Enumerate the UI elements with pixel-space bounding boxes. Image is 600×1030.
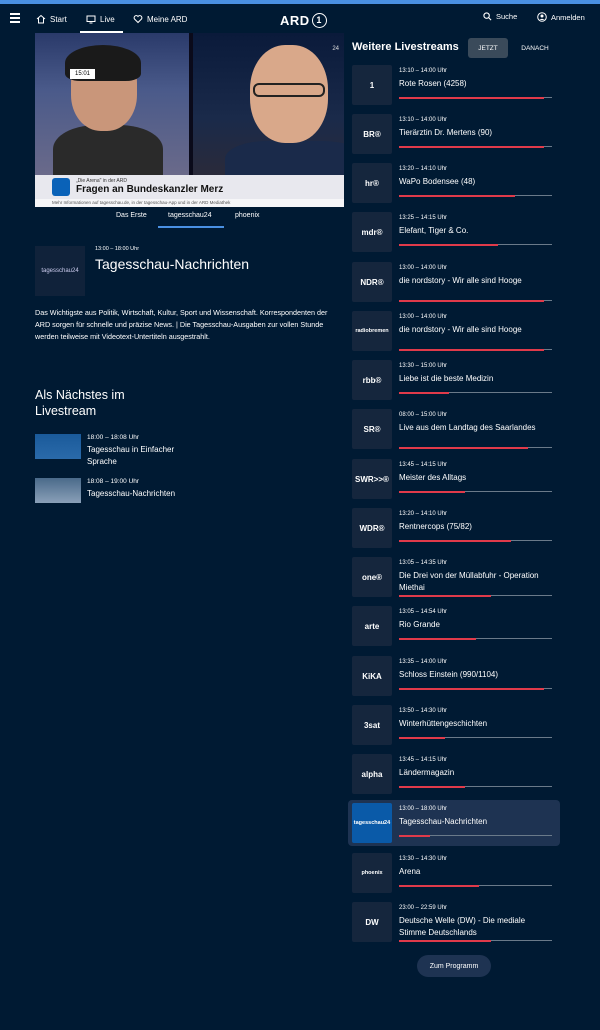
livestream-item[interactable] (348, 456, 560, 502)
tab-das-erste[interactable]: Das Erste (116, 212, 147, 219)
channel-logo (352, 902, 392, 942)
channel-logo-text: NDR® (360, 277, 384, 287)
channel-logo-text: tagesschau24 (353, 820, 391, 826)
current-logo-text: tagesschau24 (41, 268, 79, 274)
channel-logo (352, 409, 392, 449)
channel-logo (352, 754, 392, 794)
livestream-item[interactable] (348, 308, 560, 354)
next-item-title: Tagesschau-Nachrichten (87, 489, 176, 498)
progress-track (399, 835, 552, 836)
progress-track (399, 392, 552, 393)
stream-title: Arena (399, 867, 421, 876)
menu-icon[interactable] (10, 13, 20, 22)
channel-logo (352, 65, 392, 105)
channel-logo (352, 853, 392, 893)
channel-bug: 24 (332, 46, 339, 52)
progress-track (399, 688, 552, 689)
progress-fill (399, 300, 544, 302)
stream-title: Elefant, Tiger & Co. (399, 226, 469, 235)
progress-fill (399, 737, 445, 739)
stream-time: 13:30 – 15:00 Uhr (399, 363, 448, 369)
login-button[interactable] (537, 12, 585, 22)
channel-logo (352, 163, 392, 203)
livestream-item[interactable] (348, 62, 560, 108)
progress-track (399, 940, 552, 941)
home-icon (36, 14, 46, 24)
channel-logo-text: arte (364, 621, 380, 631)
channel-logo (352, 508, 392, 548)
stream-time: 13:05 – 14:54 Uhr (399, 609, 448, 615)
progress-track (399, 97, 552, 98)
progress-track (399, 786, 552, 787)
program-button[interactable]: Zum Programm (417, 955, 491, 977)
stream-title: Ländermagazin (399, 768, 455, 777)
progress-fill (399, 885, 479, 887)
tagesschau-icon (52, 178, 70, 196)
logo-one-icon: 1 (312, 13, 327, 28)
stream-title: Rio Grande (399, 620, 440, 629)
stream-time: 13:10 – 14:00 Uhr (399, 117, 448, 123)
search-button[interactable] (483, 12, 517, 21)
channel-logo-text: rbb® (362, 375, 382, 385)
livestream-item[interactable] (348, 850, 560, 896)
stream-time: 13:10 – 14:00 Uhr (399, 68, 448, 74)
stream-time: 13:00 – 18:00 Uhr (399, 806, 448, 812)
tv-icon (86, 14, 96, 24)
stream-title: Liebe ist die beste Medizin (399, 374, 494, 383)
channel-logo (352, 262, 392, 302)
now-button[interactable]: JETZT (468, 38, 508, 58)
progress-track (399, 540, 552, 541)
channel-logo-text: radiobremen (355, 328, 389, 334)
progress-track (399, 195, 552, 196)
stream-time: 13:45 – 14:15 Uhr (399, 462, 448, 468)
next-item-title: Tagesschau in Einfacher Sprache (87, 445, 175, 466)
stream-title: WaPo Bodensee (48) (399, 177, 476, 186)
progress-fill (399, 638, 476, 640)
progress-track (399, 737, 552, 738)
channel-logo (352, 114, 392, 154)
nav-live-label: Live (100, 14, 115, 24)
tab-phoenix[interactable]: phoenix (235, 212, 260, 219)
stream-title: Meister des Alltags (399, 473, 467, 482)
stream-title: Tierärztin Dr. Mertens (90) (399, 128, 493, 137)
progress-track (399, 447, 552, 448)
user-icon (537, 12, 547, 22)
ard-logo[interactable] (280, 12, 327, 28)
livestream-item[interactable] (348, 160, 560, 206)
stream-time: 13:30 – 14:30 Uhr (399, 856, 448, 862)
stream-time: 13:50 – 14:30 Uhr (399, 708, 448, 714)
progress-fill (399, 940, 491, 942)
livestream-item[interactable] (348, 899, 560, 945)
stream-title: Tagesschau-Nachrichten (399, 817, 488, 826)
stream-time: 13:25 – 14:15 Uhr (399, 215, 448, 221)
next-heading: Als Nächstes im Livestream (35, 388, 125, 418)
search-label: Suche (496, 12, 518, 21)
progress-track (399, 244, 552, 245)
nav-meine-ard[interactable] (133, 10, 187, 28)
person-right-glasses (253, 83, 325, 97)
channel-logo-text: WDR® (359, 523, 385, 533)
stream-time: 23:00 – 22:59 Uhr (399, 905, 448, 911)
nav-start-label: Start (50, 14, 67, 24)
progress-fill (399, 540, 511, 542)
livestream-item[interactable] (348, 554, 560, 600)
livestream-item[interactable] (348, 505, 560, 551)
search-icon (483, 12, 492, 21)
next-button[interactable]: DANACH (521, 44, 549, 52)
stream-time: 13:00 – 14:00 Uhr (399, 265, 448, 271)
livestream-item[interactable] (348, 259, 560, 305)
livestream-item[interactable] (348, 653, 560, 699)
heart-icon (133, 14, 143, 24)
progress-fill (399, 835, 430, 837)
livestream-item[interactable] (348, 800, 560, 846)
channel-logo (352, 803, 392, 843)
next-thumbnail (35, 434, 81, 459)
header (0, 4, 600, 32)
channel-logo (352, 656, 392, 696)
progress-fill (399, 392, 449, 394)
channel-logo (352, 311, 392, 351)
livestreams-heading: Weitere Livestreams (352, 41, 459, 53)
stream-title: Die Drei von der Müllabfuhr - Operation Miethai (399, 571, 539, 592)
channel-logo-text: phoenix (361, 870, 383, 876)
channel-logo-text: SR® (363, 424, 381, 434)
logo-text: ARD (280, 12, 310, 28)
channel-logo-text: alpha (361, 769, 383, 779)
channel-logo (352, 705, 392, 745)
livestream-item[interactable] (348, 406, 560, 452)
channel-logo (352, 557, 392, 597)
video-player[interactable] (35, 33, 344, 207)
nav-start[interactable] (36, 10, 67, 28)
active-tab-underline (158, 226, 224, 228)
stream-title: die nordstory - Wir alle sind Hooge (399, 325, 522, 334)
channel-logo (352, 360, 392, 400)
current-program-description: Das Wichtigste aus Politik, Wirtschaft, Kultur, Sport und Wissenschaft. Korrespondenten der ARD sorgen für schnelle und präzise News. | Die Tagesschau-Ausgaben zur vollen Stunde werden teilweise mit Videotext-Untertiteln ausgestrahlt. (35, 308, 328, 341)
progress-fill (399, 491, 465, 493)
stream-title: Schloss Einstein (990/1104) (399, 670, 499, 679)
livestream-item[interactable] (348, 209, 560, 255)
livestream-item[interactable] (348, 751, 560, 797)
channel-logo-text: mdr® (361, 227, 383, 237)
next-item-time: 18:08 – 19:00 Uhr (87, 478, 140, 485)
livestream-item[interactable] (348, 111, 560, 157)
progress-track (399, 595, 552, 596)
lower-third-subtitle: „Die Arena" in der ARD (76, 178, 127, 184)
channel-logo-text: hr® (365, 178, 379, 188)
channel-logo-text: one® (361, 572, 383, 582)
channel-logo-text: 3sat (363, 720, 380, 730)
progress-fill (399, 688, 544, 690)
progress-fill (399, 97, 544, 99)
stream-time: 13:05 – 14:35 Uhr (399, 560, 448, 566)
livestream-item[interactable] (348, 357, 560, 403)
channel-logo-text: BR® (363, 129, 381, 139)
stream-title: die nordstory - Wir alle sind Hooge (399, 276, 522, 285)
current-program-logo (35, 246, 85, 296)
progress-track (399, 638, 552, 639)
progress-fill (399, 447, 528, 449)
current-program-title: Tagesschau-Nachrichten (95, 256, 250, 272)
nav-live[interactable] (86, 10, 115, 28)
lower-third-footer: Mehr Informationen auf tagesschau.de, in der tagesschau-App und in der ARD Mediathek (35, 199, 344, 207)
stream-time: 08:00 – 15:00 Uhr (399, 412, 448, 418)
stream-time: 13:20 – 14:10 Uhr (399, 511, 448, 517)
progress-fill (399, 244, 498, 246)
progress-track (399, 146, 552, 147)
stream-title: Live aus dem Landtag des Saarlandes (399, 423, 536, 432)
stream-title: Winterhüttengeschichten (399, 719, 488, 728)
current-program-time: 13:00 – 18:00 Uhr (95, 246, 140, 252)
stream-title: Deutsche Welle (DW) - Die mediale Stimme Deutschlands (399, 916, 526, 937)
stream-time: 13:00 – 14:00 Uhr (399, 314, 448, 320)
channel-logo-text: KiKA (362, 671, 382, 681)
progress-track (399, 491, 552, 492)
stream-title: Rote Rosen (4258) (399, 79, 467, 88)
tab-tagesschau24[interactable]: tagesschau24 (168, 212, 212, 219)
channel-logo (352, 212, 392, 252)
next-item-time: 18:00 – 18:08 Uhr (87, 434, 140, 441)
progress-fill (399, 786, 465, 788)
stream-title: Rentnercops (75/82) (399, 522, 472, 531)
channel-logo-text: SWR>>® (355, 474, 389, 484)
progress-fill (399, 595, 491, 597)
stream-time: 13:45 – 14:15 Uhr (399, 757, 448, 763)
progress-track (399, 885, 552, 886)
lower-third-title: Fragen an Bundeskanzler Merz (76, 184, 224, 195)
progress-track (399, 349, 552, 350)
progress-fill (399, 195, 515, 197)
progress-track (399, 300, 552, 301)
stream-time: 13:20 – 14:10 Uhr (399, 166, 448, 172)
video-clock: 15:01 (70, 69, 95, 79)
progress-fill (399, 349, 544, 351)
nav-meine-ard-label: Meine ARD (147, 14, 188, 24)
channel-logo-text: 1 (369, 80, 375, 90)
progress-fill (399, 146, 544, 148)
next-thumbnail (35, 478, 81, 503)
lower-third (35, 175, 344, 207)
channel-logo (352, 606, 392, 646)
livestream-item[interactable] (348, 603, 560, 649)
login-label: Anmelden (551, 12, 585, 22)
channel-logo (352, 459, 392, 499)
stream-time: 13:35 – 14:00 Uhr (399, 659, 448, 665)
channel-logo-text: DW (365, 917, 379, 927)
livestream-item[interactable] (348, 702, 560, 748)
